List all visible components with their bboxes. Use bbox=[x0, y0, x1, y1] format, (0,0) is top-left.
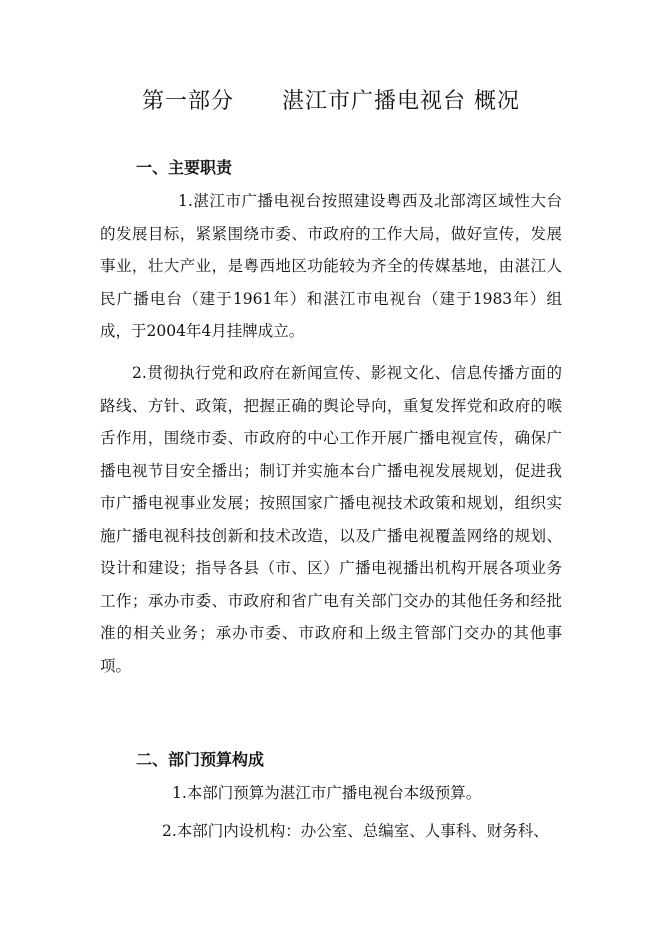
duties-paragraph-2: 2.贯彻执行党和政府在新闻宣传、影视文化、信息传播方面的路线、方针、政策，把握正确的舆论导向，重复发挥党和政府的喉舌作用，围绕市委、市政府的中心工作开展广播电视宣传，确保广播电视节目安全播出；制订并实施本台广播电视发展规划，促进我市广播电视事业发展；按照国家广播电视技术政策和规划，组织实施广播电视科技创新和技术改造，以及广播电视覆盖网络的规划、设计和建设；指导各县（市、区）广播电视播出机构开展各项业务工作；承办市委、市政府和省广电有关部门交办的其他任务和经批准的相关业务；承办市委、市政府和上级主管部门交办的其他事项。 bbox=[100, 364, 562, 675]
duties-paragraph-1: 1.湛江市广播电视台按照建设粤西及北部湾区域性大台的发展目标，紧紧围绕市委、市政府的工作大局，做好宣传，发展事业，壮大产业，是粤西地区功能较为齐全的传媒基地，由湛江人民广播电台（建于1961年）和湛江市电视台（建于1983年）组成，于2004年4月挂牌成立。 bbox=[100, 192, 562, 340]
section-heading-budget-composition: 二、部门预算构成 bbox=[136, 750, 265, 769]
budget-paragraph-1: 1.本部门预算为湛江市广播电视台本级预算。 bbox=[172, 784, 482, 802]
budget-paragraph-2: 2.本部门内设机构：办公室、总编室、人事科、财务科、 bbox=[162, 822, 549, 840]
section-heading-main-duties: 一、主要职责 bbox=[136, 158, 233, 177]
page-title: 第一部分 湛江市广播电视台 概况 bbox=[142, 89, 520, 114]
